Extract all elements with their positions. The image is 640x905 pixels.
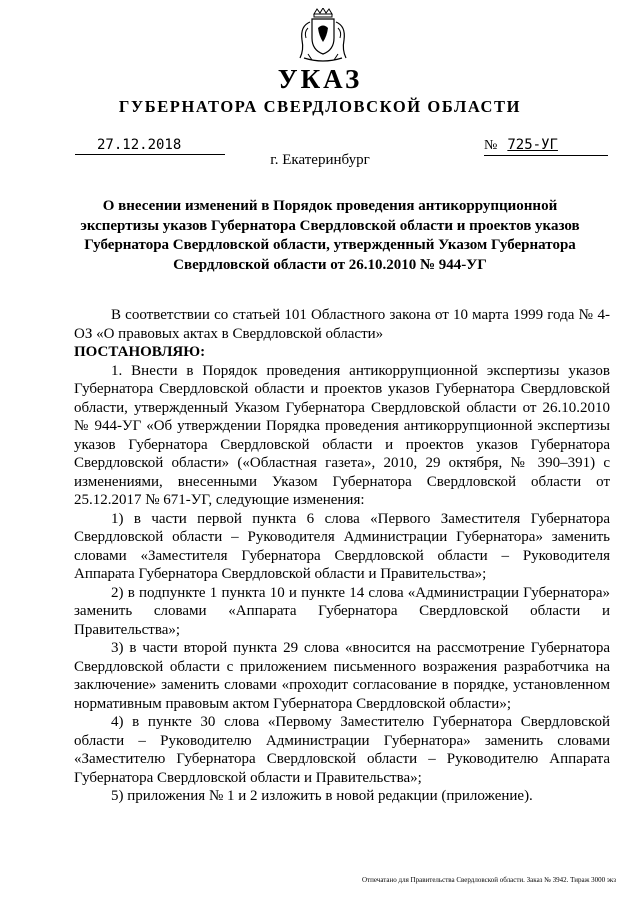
item-1: 1. Внести в Порядок проведения антикоррупционной экспертизы указов Губернатора Свердловской области и проектов указов Губернатора Свердловской области, утвержденный Указом Губернатора Свердловской области от 26.10.2010 № 944-УГ «Об утверждении Порядка проведения антикоррупционной экспертизы указов Губернатора Свердловской области и проектов указов Губернатора Свердловской области» («Областная газета», 2010, 29 октября, № 390–391) с изменениями, внесенными Указом Губернатора Свердловской области от 25.12.2017 № 671-УГ, следующие изменения: bbox=[74, 362, 610, 508]
coat-of-arms-icon bbox=[294, 8, 352, 64]
subitem-2: 2) в подпункте 1 пункта 10 и пункте 14 слова «Администрации Губернатора» заменить словами «Аппарата Губернатора Свердловской области и Правительства»; bbox=[74, 584, 610, 638]
decree-word: ПОСТАНОВЛЯЮ: bbox=[74, 344, 206, 360]
document-date: 27.12.2018 bbox=[75, 136, 225, 155]
subitem-5: 5) приложения № 1 и 2 изложить в новой редакции (приложение). bbox=[111, 788, 533, 804]
subitem-3: 3) в части второй пункта 29 слова «вносится на рассмотрение Губернатора Свердловской области с приложением письменного возражения разработчика на заключение» заменить словами «проходит согласование в порядке, установленном нормативным правовым актом Губернатора Свердловской области»; bbox=[74, 640, 610, 712]
issuer-title: ГУБЕРНАТОРА СВЕРДЛОВСКОЙ ОБЛАСТИ bbox=[118, 97, 522, 116]
subitem-1: 1) в части первой пункта 6 слова «Первого Заместителя Губернатора Свердловской области – Руководителя Администрации Губернатора» заменить словами «Заместителя Губернатора Свердловской области – Руководителя Аппарата Губернатора Свердловской области и Правительства»; bbox=[74, 510, 610, 582]
decree-body bbox=[74, 306, 610, 806]
decree-title: О внесении изменений в Порядок проведения антикоррупционной экспертизы указов Губернатора Свердловской области и проектов указов Губернатора Свердловской области, утвержденный Указом Губернатора Свердловской области от 26.10.2010 № 944-УГ bbox=[80, 198, 580, 273]
print-footer: Отпечатано для Правительства Свердловской области. Заказ № 3942. Тираж 3000 экз bbox=[362, 876, 616, 884]
number-sign: № bbox=[484, 138, 498, 153]
number-value: 725-УГ bbox=[507, 137, 558, 153]
document-type: УКАЗ bbox=[277, 64, 363, 94]
subitem-4: 4) в пункте 30 слова «Первому Заместителю Губернатора Свердловской области – Руководителю Администрации Губернатора» заменить словами «Заместителю Губернатора Свердловской области – Руководителю Аппарата Губернатора Свердловской области и Правительства»; bbox=[74, 714, 610, 786]
city: г. Екатеринбург bbox=[270, 152, 370, 168]
preamble: В соответствии со статьей 101 Областного закона от 10 марта 1999 года № 4-ОЗ «О правовых актах в Свердловской области» bbox=[74, 307, 610, 342]
